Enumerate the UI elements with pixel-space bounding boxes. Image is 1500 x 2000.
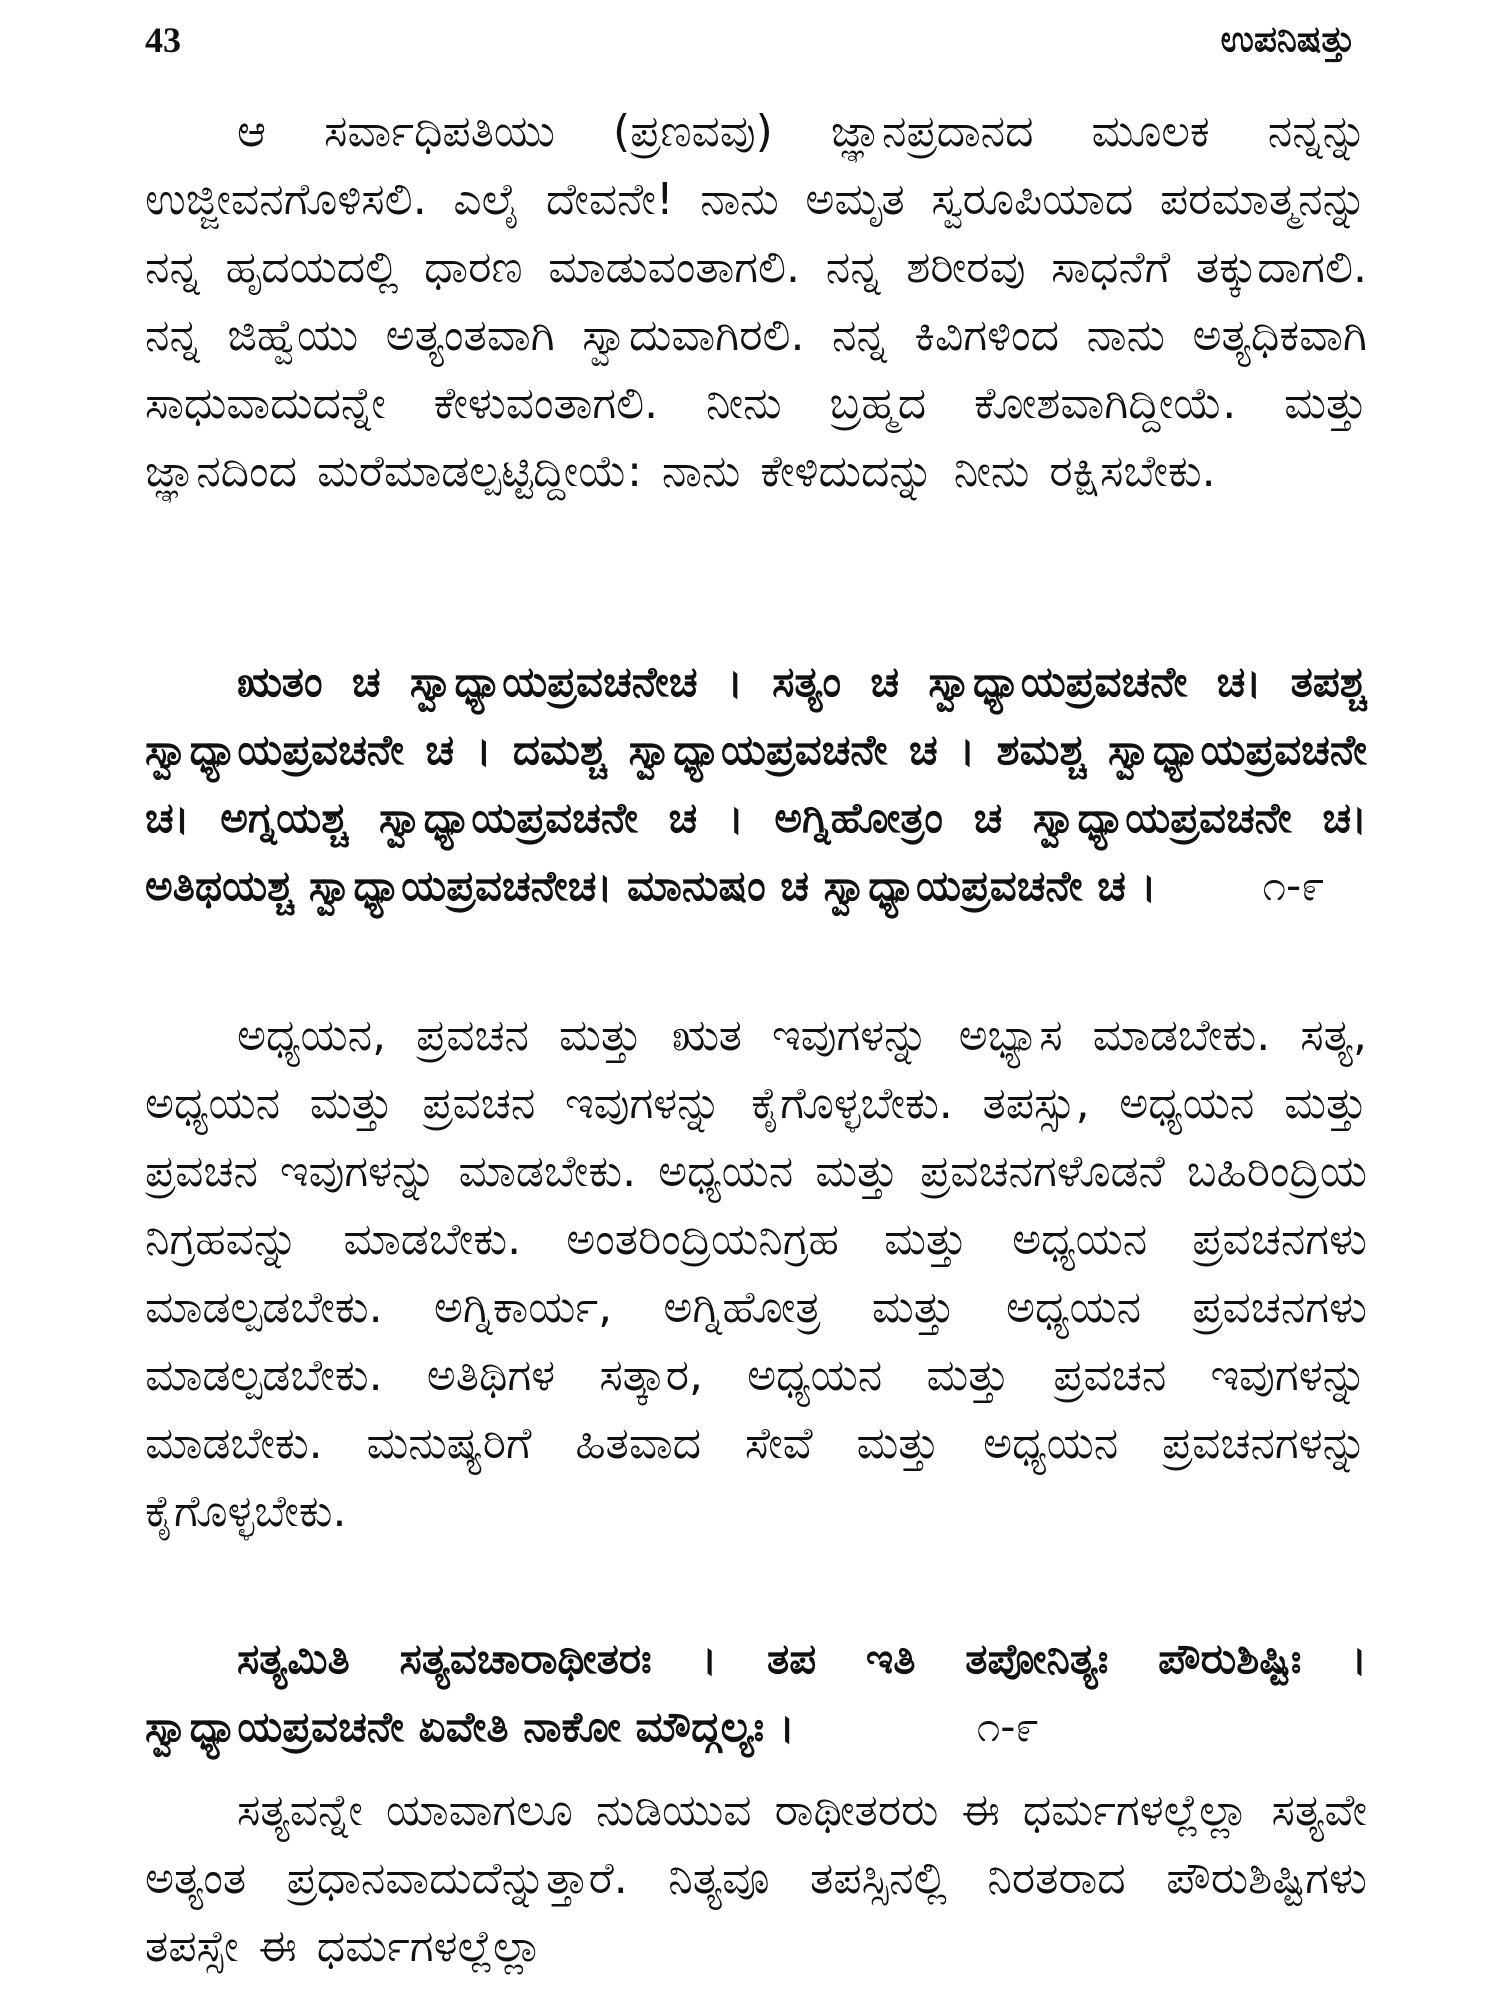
translation-paragraph-2 [145, 1002, 1367, 1546]
running-title: ಉಪನಿಷತ್ತು [1220, 19, 1355, 60]
verse-reference: ೧-೯ [1262, 861, 1325, 910]
verse-block [145, 648, 1367, 920]
page-header [145, 14, 1355, 66]
verse-text: ಸತ್ಯಮಿತಿ ಸತ್ಯವಚಾರಾಥೀತರಃ । ತಪ ಇತಿ ತಪೋನಿತ್ಯಃ ಪೌರುಶಿಷ್ಟಿಃ । ಸ್ವಾಧ್ಯಾಯಪ್ರವಚನೇ ಏವೇತಿ ನಾಕೋ ಮೌದ್ಗಲ್ಯಃ । [145, 1634, 1367, 1751]
verse-text: ಋತಂ ಚ ಸ್ವಾಧ್ಯಾಯಪ್ರವಚನೇಚ । ಸತ್ಯಂ ಚ ಸ್ವಾಧ್ಯಾಯಪ್ರವಚನೇ ಚ। ತಪಶ್ಚ ಸ್ವಾಧ್ಯಾಯಪ್ರವಚನೇ ಚ । ದಮಶ್ಚ ಸ್ವಾಧ್ಯಾಯಪ್ರವಚನೇ ಚ । ಶಮಶ್ಚ ಸ್ವಾಧ್ಯಾಯಪ್ರವಚನೇ ಚ। ಅಗ್ನಯಶ್ಚ ಸ್ವಾಧ್ಯಾಯಪ್ರವಚನೇ ಚ । ಅಗ್ನಿಹೋತ್ರಂ ಚ ಸ್ವಾಧ್ಯಾಯಪ್ರವಚನೇ ಚ। ಅತಿಥಯಶ್ಚ ಸ್ವಾಧ್ಯಾಯಪ್ರವಚನೇಚ। ಮಾನುಷಂ ಚ ಸ್ವಾಧ್ಯಾಯಪ್ರವಚನೇ ಚ । [145, 657, 1367, 910]
sanskrit-verse-1 [145, 648, 1367, 920]
paragraph-text: ಆ ಸರ್ವಾಧಿಪತಿಯು (ಪ್ರಣವವು) ಜ್ಞಾನಪ್ರದಾನದ ಮೂಲಕ ನನ್ನನ್ನು ಉಜ್ಜೀವನಗೊಳಿಸಲಿ. ಎಲೈ ದೇವನೇ! ನಾನು ಅಮೃತ ಸ್ವರೂಪಿಯಾದ ಪರಮಾತ್ಮನನ್ನು ನನ್ನ ಹೃದಯದಲ್ಲಿ ಧಾರಣ ಮಾಡುವಂತಾಗಲಿ. ನನ್ನ ಶರೀರವು ಸಾಧನೆಗೆ ತಕ್ಕುದಾಗಲಿ. ನನ್ನ ಜಿಹ್ವೆಯು ಅತ್ಯಂತವಾಗಿ ಸ್ವಾದುವಾಗಿರಲಿ. ನನ್ನ ಕಿವಿಗಳಿಂದ ನಾನು ಅತ್ಯಧಿಕವಾಗಿ ಸಾಧುವಾದುದನ್ನೇ ಕೇಳುವಂತಾಗಲಿ. ನೀನು ಬ್ರಹ್ಮದ ಕೋಶವಾಗಿದ್ದೀಯೆ. ಮತ್ತು ಜ್ಞಾನದಿಂದ ಮರೆಮಾಡಲ್ಪಟ್ಟಿದ್ದೀಯೆ: ನಾನು ಕೇಳಿದುದನ್ನು ನೀನು ರಕ್ಷಿಸಬೇಕು. [145, 106, 1367, 497]
paragraph-text: ಸತ್ಯವನ್ನೇ ಯಾವಾಗಲೂ ನುಡಿಯುವ ರಾಥೀತರರು ಈ ಧರ್ಮಗಳಲ್ಲೆಲ್ಲಾ ಸತ್ಯವೇ ಅತ್ಯಂತ ಪ್ರಧಾನವಾದುದೆನ್ನುತ್ತಾರೆ. ನಿತ್ಯವೂ ತಪಸ್ಸಿನಲ್ಲಿ ನಿರತರಾದ ಪೌರುಶಿಷ್ಟಿಗಳು ತಪಸ್ಸೇ ಈ ಧರ್ಮಗಳಲ್ಲೆಲ್ಲಾ [145, 1785, 1367, 1972]
verse-block [145, 1625, 1367, 1761]
paragraph-text: ಅಧ್ಯಯನ, ಪ್ರವಚನ ಮತ್ತು ಋತ ಇವುಗಳನ್ನು ಅಭ್ಯಾಸ ಮಾಡಬೇಕು. ಸತ್ಯ, ಅಧ್ಯಯನ ಮತ್ತು ಪ್ರವಚನ ಇವುಗಳನ್ನು ಕೈಗೊಳ್ಳಬೇಕು. ತಪಸ್ಸು, ಅಧ್ಯಯನ ಮತ್ತು ಪ್ರವಚನ ಇವುಗಳನ್ನು ಮಾಡಬೇಕು. ಅಧ್ಯಯನ ಮತ್ತು ಪ್ರವಚನಗಳೊಡನೆ ಬಹಿರಿಂದ್ರಿಯ ನಿಗ್ರಹವನ್ನು ಮಾಡಬೇಕು. ಅಂತರಿಂದ್ರಿಯನಿಗ್ರಹ ಮತ್ತು ಅಧ್ಯಯನ ಪ್ರವಚನಗಳು ಮಾಡಲ್ಪಡಬೇಕು. ಅಗ್ನಿಕಾರ್ಯ, ಅಗ್ನಿಹೋತ್ರ ಮತ್ತು ಅಧ್ಯಯನ ಪ್ರವಚನಗಳು ಮಾಡಲ್ಪಡಬೇಕು. ಅತಿಥಿಗಳ ಸತ್ಕಾರ, ಅಧ್ಯಯನ ಮತ್ತು ಪ್ರವಚನ ಇವುಗಳನ್ನು ಮಾಡಬೇಕು. ಮನುಷ್ಯರಿಗೆ ಹಿತವಾದ ಸೇವೆ ಮತ್ತು ಅಧ್ಯಯನ ಪ್ರವಚನಗಳನ್ನು ಕೈಗೊಳ್ಳಬೇಕು. [145, 1010, 1367, 1537]
verse-reference: ೧-೯ [976, 1702, 1039, 1751]
translation-paragraph-1 [145, 98, 1367, 506]
page-number: 43 [145, 20, 181, 60]
sanskrit-verse-2 [145, 1625, 1367, 1761]
translation-paragraph-3 [145, 1777, 1367, 1981]
